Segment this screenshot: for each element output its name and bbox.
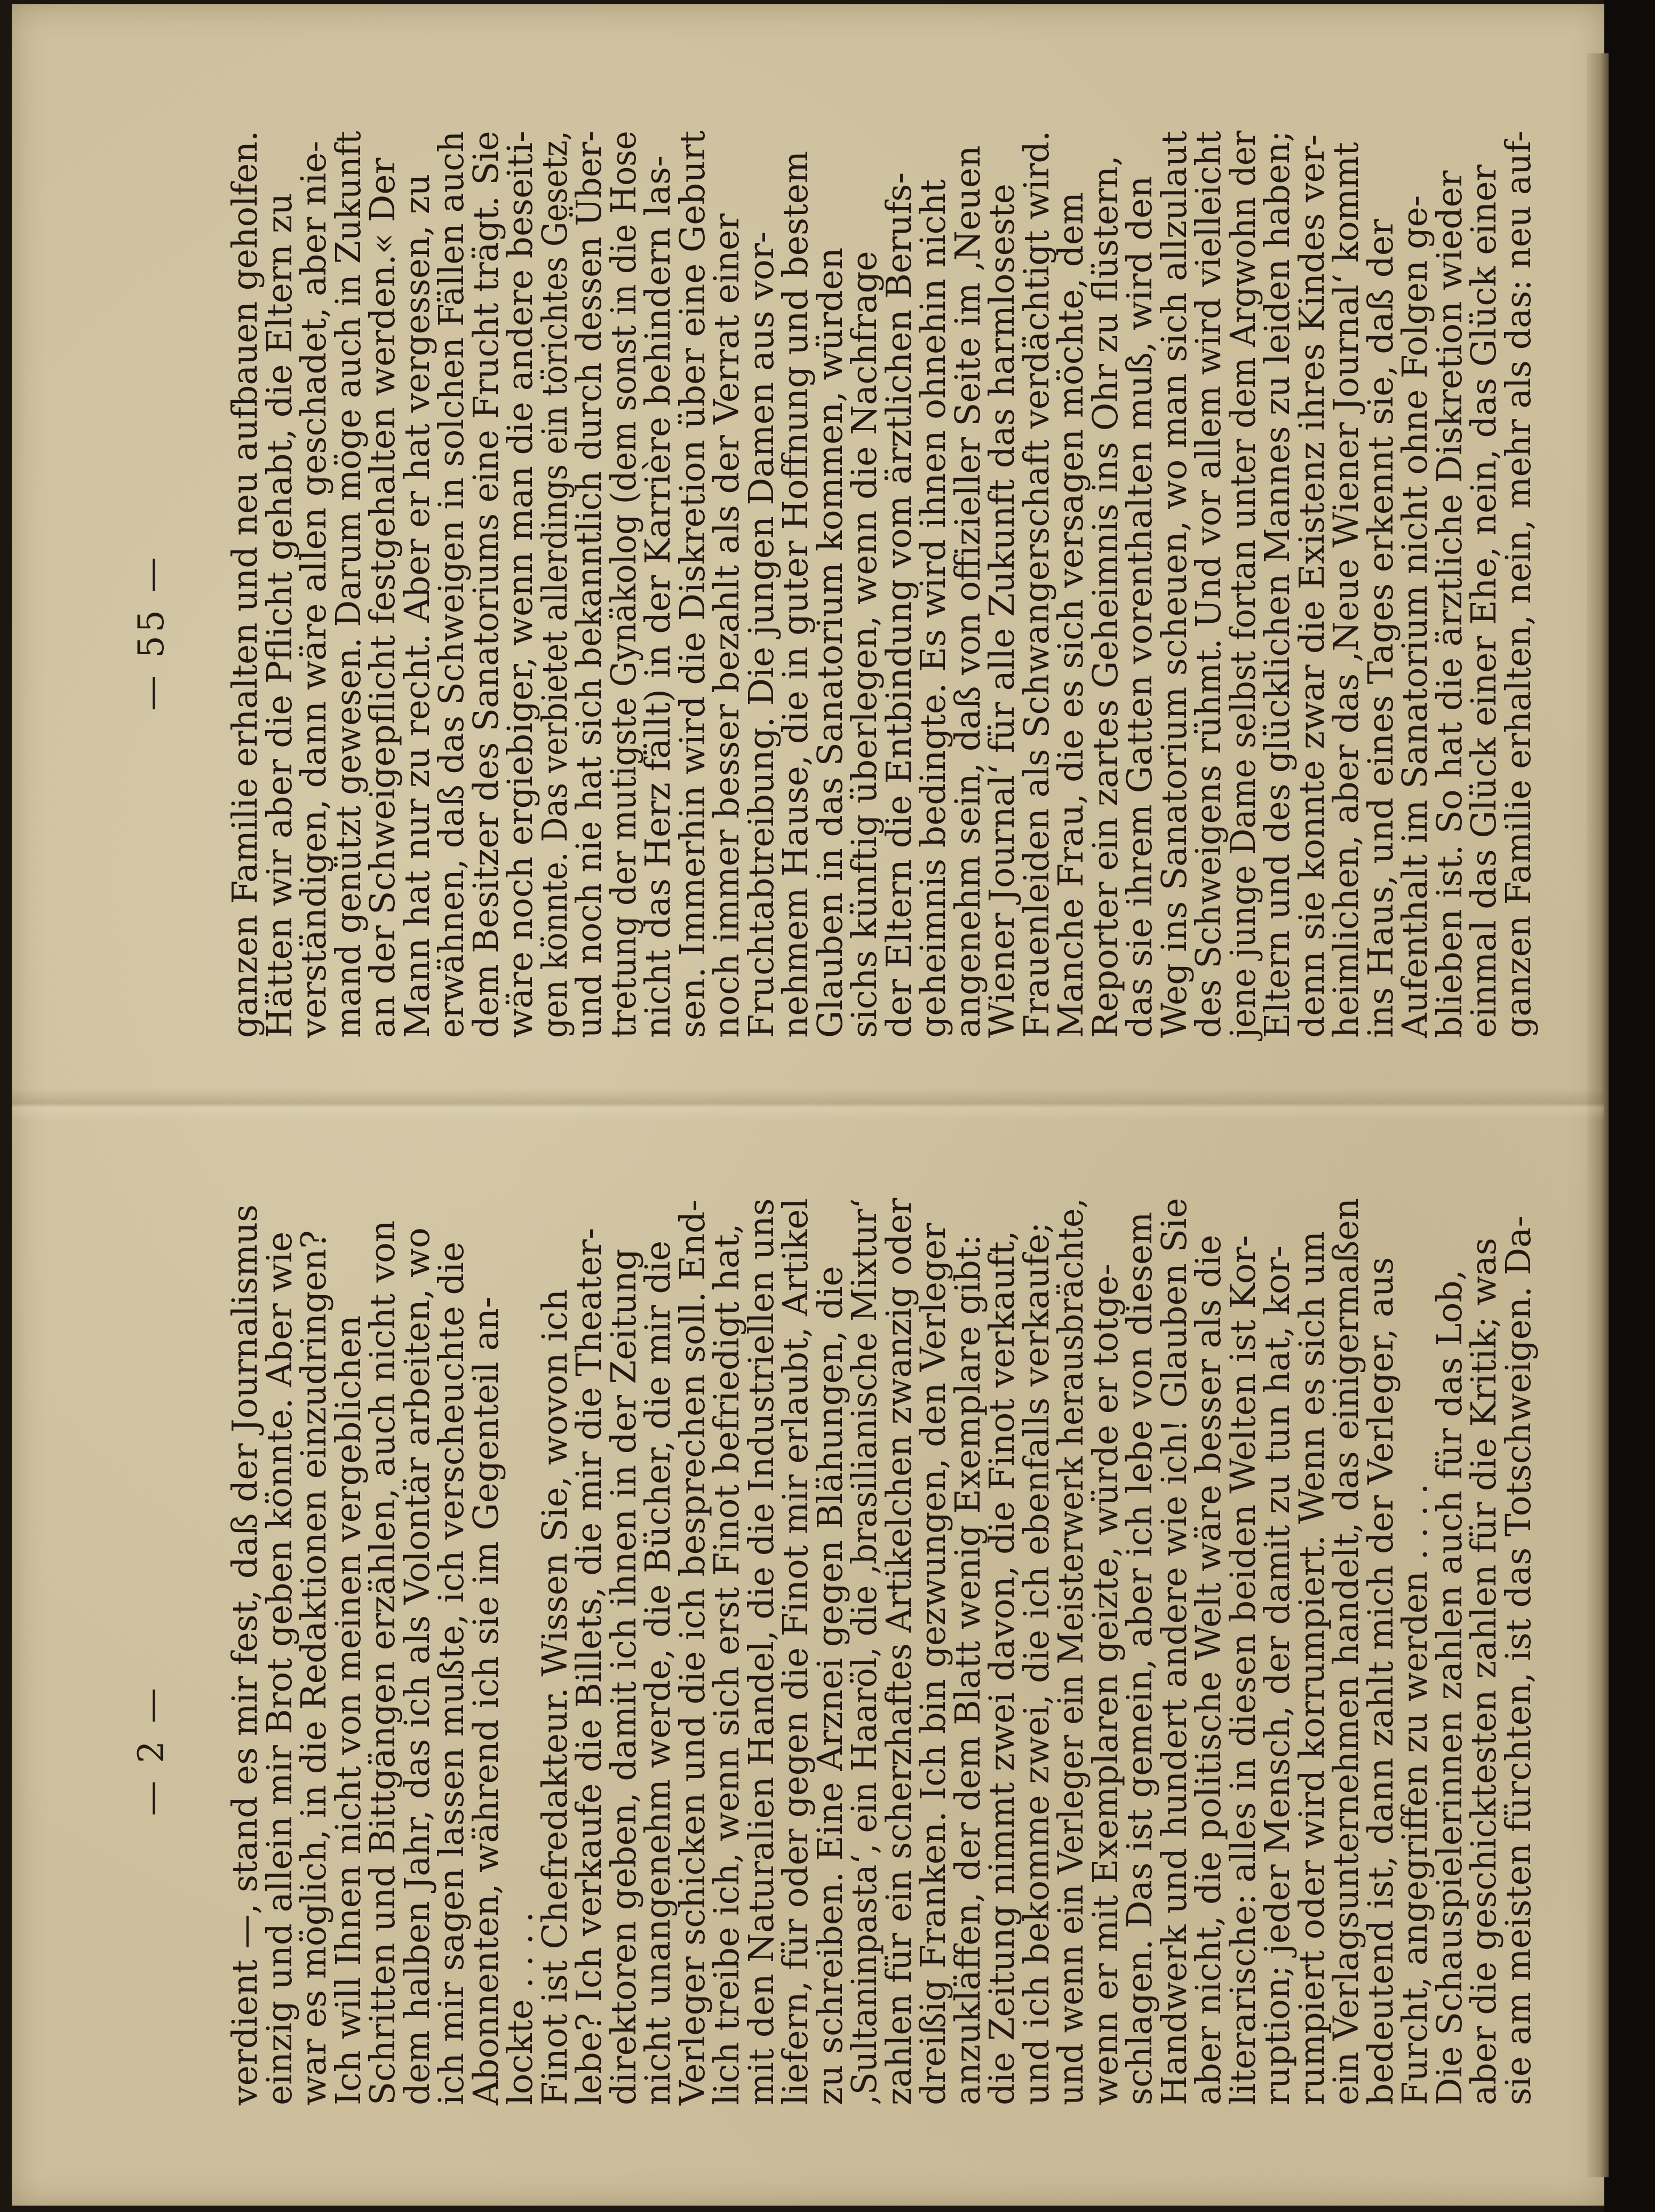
text-line: Frauenleiden als Schwangerschaft verdächtigt wird. — [1016, 130, 1057, 1038]
text-line: an der Schweigepflicht festgehalten werden.« Der — [363, 157, 403, 1038]
top-page-text-column — [225, 130, 1539, 1038]
text-line: lich treibe ich, wenn sich erst Finot befriedigt hat, — [707, 1223, 747, 2105]
text-line: aber die geschicktesten zahlen für die Kritik; was — [1464, 1238, 1504, 2105]
text-line: gen könnte. Das verbietet allerdings ein törichtes Gesetz, — [535, 130, 575, 1038]
text-line: Fruchtabtreibung. Die jungen Damen aus vor- — [741, 231, 782, 1038]
text-line: rumpiert oder wird korrumpiert. Wenn es sich um — [1292, 1231, 1332, 2105]
text-line: ein Verlagsunternehmen handelt, das einigermaßen — [1326, 1198, 1366, 2105]
text-line: dem Besitzer des Sanatoriums eine Frucht trägt. Sie — [466, 131, 506, 1038]
text-line: lockte . . . . — [500, 1912, 540, 2105]
text-line: die Zeitung nimmt zwei davon, die Finot verkauft, — [982, 1230, 1022, 2105]
text-line: heimlichen, aber das ‚Neue Wiener Journal‘ kommt — [1326, 142, 1366, 1038]
text-line: bedeutend ist, dann zahlt mich der Verleger, aus — [1360, 1257, 1401, 2105]
text-line: nicht das Herz fällt) in der Karrière behindern las- — [638, 155, 678, 1038]
text-line: mit den Naturalien Handel, die die Industriellen uns — [741, 1198, 782, 2105]
text-line: liefern, für oder gegen die Finot mir erlaubt, Artikel — [776, 1198, 816, 2105]
text-line: Verleger schicken und die ich besprechen soll. End- — [672, 1200, 713, 2105]
text-line: und wenn ein Verleger ein Meisterwerk herausbrächte, — [1051, 1198, 1091, 2105]
page-number-2: — 2 — — [131, 1685, 172, 1816]
center-fold — [12, 1089, 1604, 1121]
text-line: verständigen, dann wäre allen geschadet, aber nie- — [294, 140, 334, 1038]
text-line: Die Schauspielerinnen zahlen auch für das Lob, — [1429, 1269, 1470, 2105]
text-line: Wiener Journal‘ für alle Zukunft das harmloseste — [982, 184, 1022, 1038]
text-line: zu schreiben. Eine Arznei gegen Blähungen, die — [810, 1266, 850, 2105]
text-line: Mann hat nur zu recht. Aber er hat vergessen, zu — [397, 173, 437, 1038]
text-line: schlagen. Das ist gemein, aber ich lebe von diesem — [1120, 1211, 1160, 2105]
text-line: einmal das Glück einer Ehe, nein, das Glück einer — [1464, 164, 1504, 1038]
text-line: angenehm sein, daß von offizieller Seite im ‚Neuen — [948, 145, 988, 1038]
text-line: ganzen Familie erhalten, nein, mehr als das: neu auf- — [1498, 130, 1539, 1038]
top-page-number-block — [131, 552, 172, 712]
text-line: aber nicht, die politische Welt wäre besser als die — [1189, 1234, 1229, 2105]
text-line: Ich will Ihnen nicht von meinen vergeblichen — [328, 1315, 369, 2105]
text-line: noch immer besser bezahlt als der Verrat einer — [707, 213, 747, 1038]
text-line: ‚Sultaninpasta‘, ein Haaröl, die ‚brasilianische Mixtur‘ — [845, 1198, 885, 2105]
text-line: des Schweigens rühmt. Und vor allem wird vielleicht — [1189, 131, 1229, 1038]
text-line: Aufenthalt im Sanatorium nicht ohne Folgen ge- — [1395, 195, 1435, 1038]
text-line: ruption; jeder Mensch, der damit zu tun hat, kor- — [1258, 1245, 1298, 2105]
text-line: direktoren geben, damit ich ihnen in der Zeitung — [603, 1248, 644, 2105]
text-line: der Eltern die Entbindung vom ärztlichen Berufs- — [879, 172, 919, 1038]
text-line: anzukläffen, der dem Blatt wenig Exemplare gibt: — [948, 1234, 988, 2105]
text-line: mand genützt gewesen. Darum möge auch in Zukunft — [328, 131, 369, 1038]
text-line: jene junge Dame selbst fortan unter dem Argwohn der — [1223, 130, 1263, 1038]
text-line: sen. Immerhin wird die Diskretion über eine Geburt — [672, 130, 713, 1038]
text-line: Weg ins Sanatorium scheuen, wo man sich allzulaut — [1154, 131, 1195, 1038]
text-line: wäre noch ergiebiger, wenn man die andere beseiti- — [500, 131, 540, 1038]
text-line: ganzen Familie erhalten und neu aufbauen geholfen. — [225, 130, 265, 1038]
text-line: erwähnen, daß das Schweigen in solchen Fällen auch — [432, 131, 472, 1038]
text-line: nicht unangenehm werde, die Bücher, die mir die — [638, 1240, 678, 2105]
text-line: Abonnenten, während ich sie im Gegenteil an- — [466, 1296, 506, 2105]
text-line: Reporter ein zartes Geheimnis ins Ohr zu flüstern, — [1085, 155, 1126, 1038]
text-line: ich mir sagen lassen mußte, ich verscheuchte die — [432, 1241, 472, 2105]
text-line: Finot ist Chefredakteur. Wissen Sie, wovon ich — [535, 1289, 575, 2105]
text-line: tretung der mutigste Gynäkolog (dem sonst in die Hose — [603, 131, 644, 1038]
text-line: war es möglich, in die Redaktionen einzudringen? — [294, 1230, 334, 2105]
bottom-page-text-column — [225, 1198, 1539, 2105]
text-line: geheimnis bedingte. Es wird ihnen ohnehin nicht — [913, 179, 953, 1038]
text-line: und noch nie hat sich bekanntlich durch dessen Über- — [569, 130, 609, 1038]
text-line: dem halben Jahr, das ich als Volontär arbeiten, wo — [397, 1227, 437, 2105]
text-line: zahlen für ein scherzhaftes Artikelchen zwanzig oder — [879, 1198, 919, 2105]
text-line: nehmem Hause, die in guter Hoffnung und bestem — [776, 150, 816, 1038]
text-line: einzig und allein mir Brot geben könnte. Aber wie — [259, 1231, 300, 2105]
scan-background-edge — [1604, 0, 1655, 2212]
text-line: Glauben in das Sanatorium kommen, würden — [810, 247, 850, 1038]
text-line: Hätten wir aber die Pflicht gehabt, die Eltern zu — [259, 193, 300, 1038]
text-line: das sie ihrem Gatten vorenthalten muß, wird den — [1120, 176, 1160, 1038]
text-line: und ich bekomme zwei, die ich ebenfalls verkaufe; — [1016, 1222, 1057, 2105]
text-line: Eltern und des glücklichen Mannes zu leiden haben; — [1258, 130, 1298, 1038]
text-line: Manche Frau, die es sich versagen möchte, dem — [1051, 192, 1091, 1038]
text-line: Furcht, angegriffen zu werden . . . . — [1395, 1483, 1435, 2105]
text-line: dreißig Franken. Ich bin gezwungen, den Verleger — [913, 1223, 953, 2105]
text-line: literarische: alles in diesen beiden Welten ist Kor- — [1223, 1235, 1263, 2105]
text-line: sie am meisten fürchten, ist das Totschweigen. Da- — [1498, 1215, 1539, 2105]
text-line: sichs künftig überlegen, wenn die Nachfrage — [845, 251, 885, 1038]
bottom-page-number-block — [131, 1670, 172, 1830]
page-number-55: — 55 — — [131, 554, 172, 711]
text-line: denn sie konnte zwar die Existenz ihres Kindes ver- — [1292, 134, 1332, 1038]
text-line: verdient —, stand es mir fest, daß der Journalismus — [225, 1204, 265, 2105]
text-line: ins Haus, und eines Tages erkennt sie, daß der — [1360, 219, 1401, 1038]
text-line: Handwerk und hundert andere wie ich! Glauben Sie — [1154, 1198, 1195, 2105]
text-line: wenn er mit Exemplaren geizte, würde er totge- — [1085, 1263, 1126, 2105]
text-line: blieben ist. So hat die ärztliche Diskretion wieder — [1429, 170, 1470, 1038]
text-line: lebe? Ich verkaufe die Billets, die mir die Theater- — [569, 1227, 609, 2105]
text-line: Schritten und Bittgängen erzählen, auch nicht von — [363, 1220, 403, 2105]
